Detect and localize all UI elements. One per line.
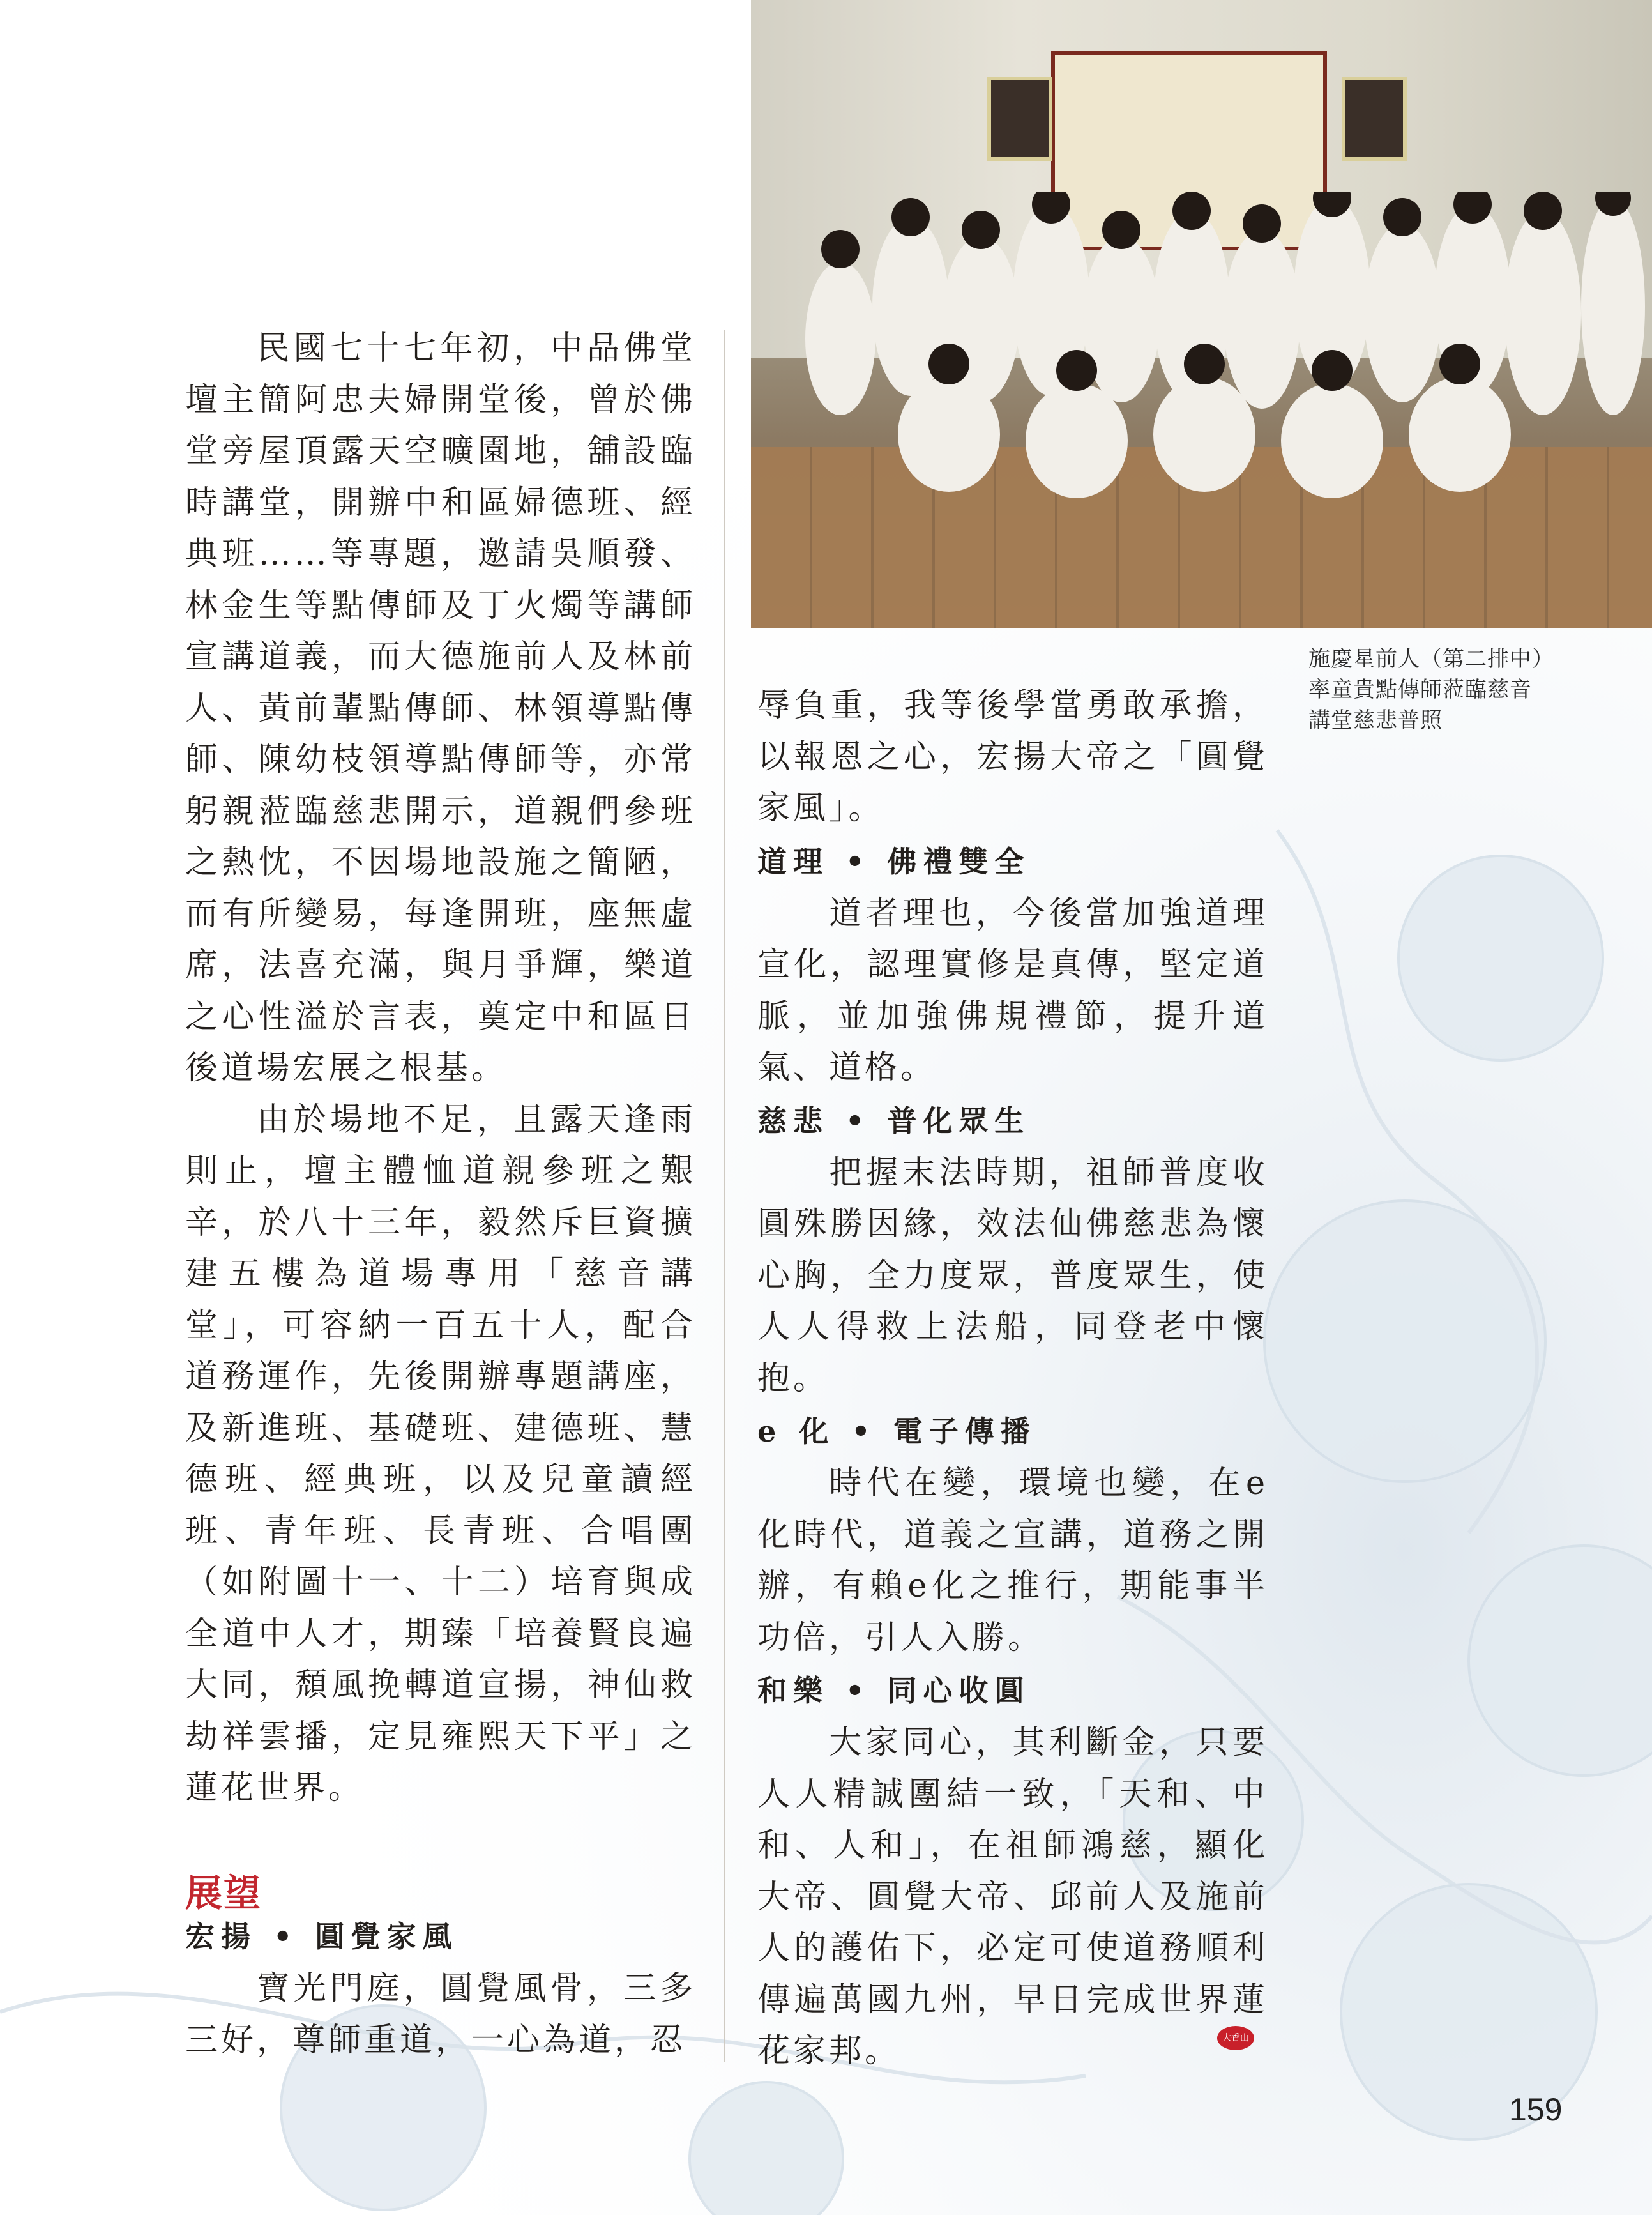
right-column [757,680,1268,2078]
outlook-paragraph-3: 把握末法時期，祖師普度收圓殊勝因緣，效法仙佛慈悲為懷心胸，全力度眾，普度眾生，使人人得救上法船，同登老中懷抱。 [757,1153,1268,1397]
caption-line-1: 施慶星前人（第二排中） [1308,647,1554,671]
history-paragraph-2: 由於場地不足，且露天逢雨則止，壇主體恤道親參班之艱辛，於八十三年，毅然斥巨資擴建五樓為道場專用「慈音講堂」，可容納一百五十人，配合道務運作，先後開辦專題講座，及新進班、基礎班、建德班、慧德班、經典班，以及兒童讀經班、青年班、長青班、合唱團（如附圖十一、十二）培育與成全道中人才，期臻「培養賢良遍大同，頹風挽轉道宣揚，神仙救劫祥雲播，定見雍熙天下平」之蓮花世界。 [185,1100,696,1807]
outlook-heading-3: 慈悲 • 普化眾生 [757,1103,1031,1138]
photo-crowd [789,192,1645,511]
outlook-heading-2: 道理 • 佛禮雙全 [757,844,1031,879]
outlook-paragraph-5: 大家同心，其利斷金，只要人人精誠團結一致，「天和、中和、人和」，在祖師鴻慈，顯化大帝、圓覺大帝、邱前人及施前人的護佑下，必定可使道務順利傳遍萬國九州，早日完成世界蓮花家邦。 [757,1724,1268,2070]
outlook-heading-5: 和樂 • 同心收圓 [757,1673,1031,1708]
seal-stamp: 大香山 [1217,2026,1254,2050]
photo-caption [1308,644,1628,736]
outlook-heading-1: 宏揚 • 圓覺家風 [185,1919,458,1954]
outlook-left-block [185,1910,696,2066]
history-paragraph-1: 民國七十七年初，中品佛堂壇主簡阿忠夫婦開堂後，曾於佛堂旁屋頂露天空曠園地，舖設臨時講堂，開辦中和區婦德班、經典班……等專題，邀請吳順發、林金生等點傳師及丁火燭等講師宣講道義，而大德施前人及林前人、黃前輩點傳師、林領導點傳師、陳幼枝領導點傳師等，亦常躬親蒞臨慈悲開示，道親們參班之熱忱，不因場地設施之簡陋，而有所變易，每逢開班，座無虛席，法喜充滿，與月爭輝，樂道之心性溢於言表，奠定中和區日後道場宏展之根基。 [185,330,696,1087]
photo-portrait-right [1342,77,1407,161]
outlook-heading-4: e 化 • 電子傳播 [757,1414,1036,1449]
outlook-paragraph-1-end: 辱負重，我等後學當勇敢承擔，以報恩之心，宏揚大帝之「圓覺家風」。 [757,687,1268,827]
left-column [185,323,696,1815]
photo-portrait-left [987,77,1052,161]
page-number: 159 [1509,2092,1563,2127]
caption-line-3: 講堂慈悲普照 [1308,708,1443,733]
section-title-outlook: 展望 [185,1873,262,1914]
outlook-paragraph-4: 時代在變，環境也變，在e化時代，道義之宣講，道務之開辦，有賴e化之推行，期能事半功倍，引人入勝。 [757,1465,1268,1657]
group-photo [751,0,1652,628]
outlook-paragraph-1-start: 寶光門庭，圓覺風骨，三多三好，尊師重道，一心為道，忍 [185,1970,696,2059]
caption-line-2: 率童貴點傳師蒞臨慈音 [1308,678,1532,702]
column-divider [724,330,725,2062]
outlook-paragraph-2: 道者理也，今後當加強道理宣化，認理實修是真傳，堅定道脈，並加強佛規禮節，提升道氣、道格。 [757,894,1268,1086]
